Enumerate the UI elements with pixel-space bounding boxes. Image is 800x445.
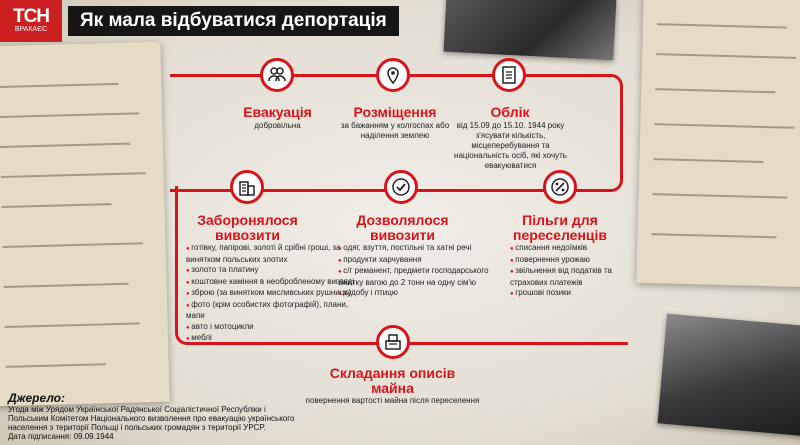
list-item: ● с/г реманент, предмети господарського вжитку вагою до 2 тонн на одну сім'ю	[338, 266, 498, 288]
checklist-icon	[499, 65, 519, 85]
step-icon-forbidden	[230, 170, 264, 204]
cash-register-icon	[383, 332, 403, 352]
route-left-top	[170, 74, 240, 77]
step-icon-allowed	[384, 170, 418, 204]
percent-icon	[550, 177, 570, 197]
list-item: ● золото та платину	[186, 265, 361, 277]
source-text: Угода між Урядом Української Радянської Соціалістичної Республіки і Польським Комітетом Національного визволення про евакуацію українського населення з території Польщі і польських громадян з території УРСР.	[8, 405, 295, 432]
list-item: ● фото (крім особистих фотографій), плани, мапи	[186, 300, 361, 322]
source-note	[8, 392, 308, 441]
list-item: ● худобу і птицю	[338, 288, 498, 300]
step-icon-evacuation	[260, 58, 294, 92]
page-title: Як мала відбуватися депортація	[68, 6, 399, 36]
source-label: Джерело:	[8, 391, 65, 405]
benefits-items-list	[510, 243, 645, 300]
step-title-placement: Розміщення	[353, 104, 437, 120]
location-pin-icon	[383, 65, 403, 85]
source-date: Дата підписання: 09.09.1944	[8, 432, 114, 441]
step-title-allowed: Дозволялося вивозити	[356, 212, 449, 243]
people-icon	[267, 65, 287, 85]
building-icon	[237, 177, 257, 197]
step-icon-inventory	[376, 325, 410, 359]
list-item: ● готівку, папірові, золоті й срібні гроші, за винятком польських злотих	[186, 243, 361, 265]
list-item: ● грошові позики	[510, 288, 645, 300]
list-item: ● продукти харчування	[338, 255, 498, 267]
step-title-record: Облік	[490, 104, 530, 120]
list-item: ● меблі	[186, 333, 361, 345]
list-item: ● авто і мотоцикли	[186, 322, 361, 334]
logo-text: ТСН	[12, 6, 50, 27]
archive-document-left	[0, 42, 170, 406]
list-item: ● повернення урожаю	[510, 255, 645, 267]
step-title-inventory: Складання описів майна	[329, 365, 456, 396]
forbidden-items-list	[186, 243, 361, 345]
allowed-items-list	[338, 243, 498, 300]
list-item: ● списання недоїмків	[510, 243, 645, 255]
step-subtitle-evacuation: добровільна	[254, 121, 301, 130]
list-item: ● зброю (за винятком мисливських рушниць)	[186, 288, 361, 300]
step-title-benefits: Пільги для переселенців	[512, 212, 608, 243]
step-title-forbidden: Заборонялося вивозити	[197, 212, 298, 243]
archive-photo-bottom	[657, 314, 800, 437]
tsn-logo	[0, 0, 62, 42]
step-icon-record	[492, 58, 526, 92]
archive-photo-top	[443, 0, 616, 60]
step-subtitle-record: від 15.09 до 15.10. 1944 року з'ясувати кількість, місцеперебування та національність осіб, які хочуть евакуюватися	[454, 121, 567, 170]
list-item: ● коштовне каміння в необробленому вигляді	[186, 277, 361, 289]
list-item: ● звільнення від податків та страхових платежів	[510, 266, 645, 288]
list-item: ● одяг, взуття, постільні та хатні речі	[338, 243, 498, 255]
step-subtitle-inventory: повернення вартості майна після переселення	[305, 396, 480, 405]
archive-document-right	[636, 0, 800, 287]
step-icon-placement	[376, 58, 410, 92]
logo-subtext: ВРАКАЄС	[14, 26, 48, 33]
step-subtitle-placement: за бажанням у колгоспах або наділення землею	[340, 121, 450, 140]
step-title-evacuation: Евакуація	[243, 104, 312, 120]
checkmark-icon	[391, 177, 411, 197]
step-icon-benefits	[543, 170, 577, 204]
